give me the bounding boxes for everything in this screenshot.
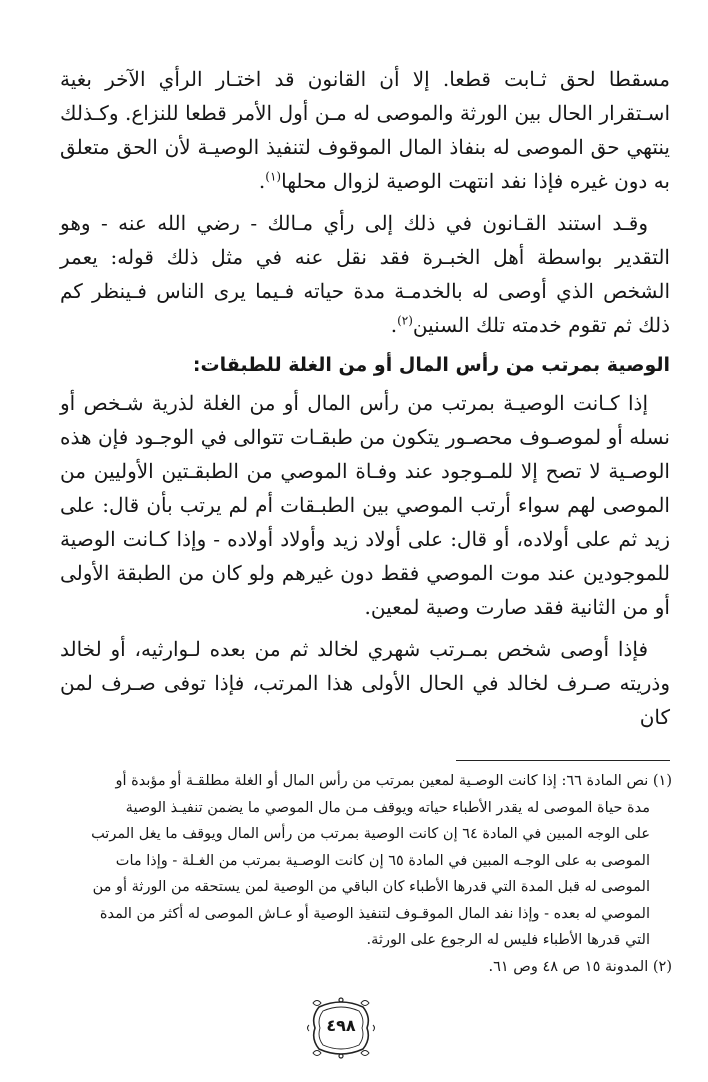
section-heading: الوصية بمرتب من رأس المال أو من الغلة للطبقات: bbox=[192, 354, 670, 376]
footnotes bbox=[50, 768, 672, 980]
footnote-ref[interactable]: (٢) bbox=[397, 313, 413, 328]
page-number-frame bbox=[305, 995, 377, 1061]
page-number: ٤٩٨ bbox=[326, 1016, 356, 1035]
footnote-line: (١) نص المادة ٦٦: إذا كانت الوصـية لمعين بمرتب من رأس المال أو الغلة مطلقـة أو مؤبدة أو bbox=[115, 773, 672, 789]
footnote-separator bbox=[456, 760, 670, 761]
footnote-line: الموصى له قبل المدة التي قدرها الأطباء كان الباقي من الوصية لمن يستحقه من الورثة أو من bbox=[92, 879, 650, 895]
footnote-line: على الوجه المبين في المادة ٦٤ إن كانت الوصية بمرتب من رأس المال ويوقف ما يغل المرتب bbox=[91, 826, 650, 842]
footnote-line: مدة حياة الموصى له يقدر الأطباء حياته ويوقف مـن مال الموصي ما يضمن تنفيـذ الوصية bbox=[125, 799, 650, 816]
paragraph: إذا كـانت الوصيـة بمرتب من رأس المال أو من الغلة لذرية شـخص أو نسله أو لموصـوف محصـور يتكون من طبقـات تتوالى في الوجـود فإن هذه الوصـية لا تصح إلا للمـوجود عند وفـاة الموصي من الطبقـتين الأوليين من الموصى لهم سواء أرتب الموصي بين الطبـقات أم لم يرتب بأن قال: على زيد ثم على أولاده، أو قال: على أولاد زيد وأولاد أولاده - وإذا كـانت الوصية للموجودين عند موت الموصي فقط دون غيرهم ولو كان من الطبقة الأولى أو من الثانية فقد صارت وصية لمعين. bbox=[60, 391, 670, 619]
footnote-label: (٢) bbox=[652, 958, 672, 975]
paragraph: وقـد استند القـانون في ذلك إلى رأي مـالك - رضي الله عنه - وهو التقدير بواسطة أهل الخبـرة فقد نقل عنه في مثل ذلك قوله: يعمر الشخص الذي أوصى له بالخدمـة مدة حياته فـيما يرى الناس فـينظر كم ذلك ثم تقوم خدمته تلك السنين$^{(٢)}$. bbox=[60, 211, 670, 337]
footnote-line: (٢) المدونة ١٥ ص ٤٨ وص ٦١. bbox=[488, 958, 672, 975]
footnote-ref[interactable]: (١) bbox=[265, 169, 282, 184]
footnote-line: الموصى به على الوجـه المبين في المادة ٦٥ إن كانت الوصـية بمرتب من الغـلة - وإذا مات bbox=[115, 852, 650, 869]
footnote-line: التي قدرها الأطباء فليس له الرجوع على الورثة. bbox=[366, 932, 650, 948]
main-text bbox=[60, 62, 670, 742]
paragraph: فإذا أوصى شخص بمـرتب شهري لخالد ثم من بعده لـوارثيه، أو لخالد وذريته صـرف لخالد في الحال الأولى هذا المرتب، فإذا توفى صـرف لمن كان bbox=[60, 637, 670, 729]
footnote-label: (١) bbox=[652, 773, 672, 789]
footnote-line: الموصي له بعده - وإذا نفد المال الموقـوف لتنفيذ الوصية أو عـاش الموصى له أكثر من المدة bbox=[99, 905, 650, 922]
paragraph: مسقطا لحق ثـابت قطعا. إلا أن القانون قد اختـار الرأي الآخر بغية اسـتقرار الحال بين الورثة والموصى له مـن أول الأمر قطعا للنزاع. وكـذلك ينتهي حق الموصى له بنفاذ المال الموقوف لتنفيذ الوصيـة لأن الحق متعلق به دون غيره فإذا نفد انتهت الوصية لزوال محلها$^{(١)}$. bbox=[60, 67, 670, 193]
